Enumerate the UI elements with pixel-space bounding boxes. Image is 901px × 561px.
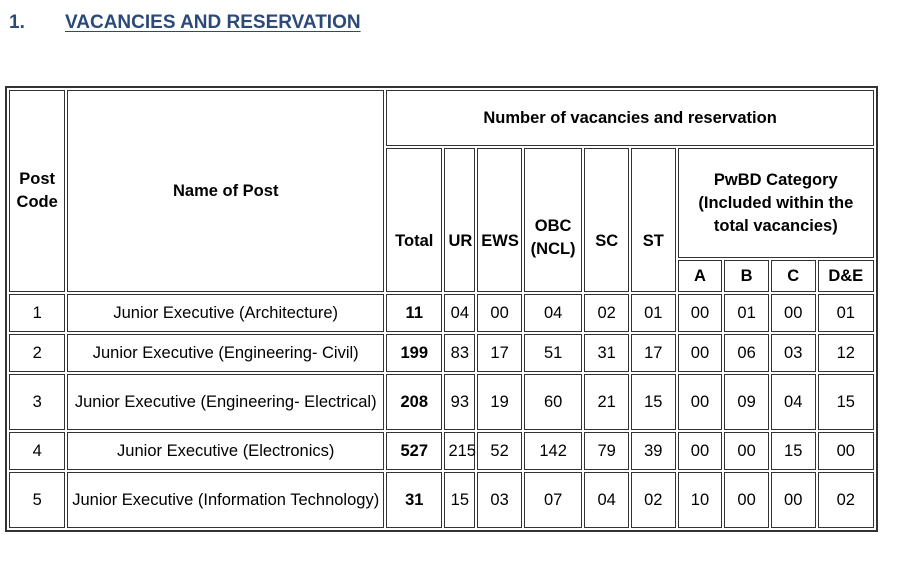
total-value: 527 [386,432,442,470]
pwbd-de-value: 01 [818,294,874,332]
pwbd-c-value: 00 [771,294,816,332]
pwbd-a-value: 00 [678,334,723,372]
header-ews: EWS [477,148,522,292]
table-row [9,472,874,528]
sc-value: 79 [584,432,629,470]
obc-value: 07 [524,472,582,528]
pwbd-de-value: 00 [818,432,874,470]
pwbd-b-value: 01 [724,294,769,332]
ur-value: 04 [444,294,475,332]
header-pwbd-b: B [724,260,769,292]
header-pwbd-de: D&E [818,260,874,292]
pwbd-de-value: 15 [818,374,874,430]
pwbd-de-value: 02 [818,472,874,528]
header-name-of-post: Name of Post [67,90,384,292]
st-value: 17 [631,334,676,372]
pwbd-a-value: 00 [678,374,723,430]
header-pwbd-a: A [678,260,723,292]
pwbd-b-value: 00 [724,472,769,528]
section-title: VACANCIES AND RESERVATION [65,12,361,33]
table-row [9,294,874,332]
ur-value: 83 [444,334,475,372]
ews-value: 19 [477,374,522,430]
post-name: Junior Executive (Electronics) [67,432,384,470]
pwbd-c-value: 15 [771,432,816,470]
pwbd-a-value: 00 [678,294,723,332]
pwbd-b-value: 06 [724,334,769,372]
pwbd-de-value: 12 [818,334,874,372]
post-name: Junior Executive (Information Technology) [67,472,384,528]
header-sc: SC [584,148,629,292]
sc-value: 04 [584,472,629,528]
header-total: Total [386,148,442,292]
ur-value: 215 [444,432,475,470]
obc-value: 142 [524,432,582,470]
section-heading [9,8,361,38]
post-code: 3 [9,374,65,430]
pwbd-b-value: 00 [724,432,769,470]
header-pwbd-c: C [771,260,816,292]
sc-value: 02 [584,294,629,332]
obc-value: 60 [524,374,582,430]
ur-value: 93 [444,374,475,430]
ews-value: 03 [477,472,522,528]
header-post-code: Post Code [9,90,65,292]
post-code: 4 [9,432,65,470]
ur-value: 15 [444,472,475,528]
header-ur: UR [444,148,475,292]
st-value: 01 [631,294,676,332]
st-value: 39 [631,432,676,470]
sc-value: 31 [584,334,629,372]
st-value: 02 [631,472,676,528]
ews-value: 52 [477,432,522,470]
obc-value: 51 [524,334,582,372]
obc-value: 04 [524,294,582,332]
ews-value: 17 [477,334,522,372]
header-obc: OBC (NCL) [524,148,582,292]
pwbd-a-value: 00 [678,432,723,470]
total-value: 199 [386,334,442,372]
post-name: Junior Executive (Engineering- Civil) [67,334,384,372]
pwbd-c-value: 03 [771,334,816,372]
pwbd-c-value: 00 [771,472,816,528]
pwbd-a-value: 10 [678,472,723,528]
st-value: 15 [631,374,676,430]
section-number: 1. [9,12,25,33]
post-name: Junior Executive (Engineering- Electrical) [67,374,384,430]
pwbd-b-value: 09 [724,374,769,430]
sc-value: 21 [584,374,629,430]
post-name: Junior Executive (Architecture) [67,294,384,332]
total-value: 208 [386,374,442,430]
table-row [9,432,874,470]
vacancy-table [5,86,878,532]
total-value: 31 [386,472,442,528]
total-value: 11 [386,294,442,332]
header-pwbd-category: PwBD Category (Included within the total vacancies) [678,148,874,258]
ews-value: 00 [477,294,522,332]
post-code: 2 [9,334,65,372]
header-vacancy-group: Number of vacancies and reservation [386,90,874,146]
table-row [9,334,874,372]
post-code: 5 [9,472,65,528]
pwbd-c-value: 04 [771,374,816,430]
header-st: ST [631,148,676,292]
table-row [9,374,874,430]
post-code: 1 [9,294,65,332]
